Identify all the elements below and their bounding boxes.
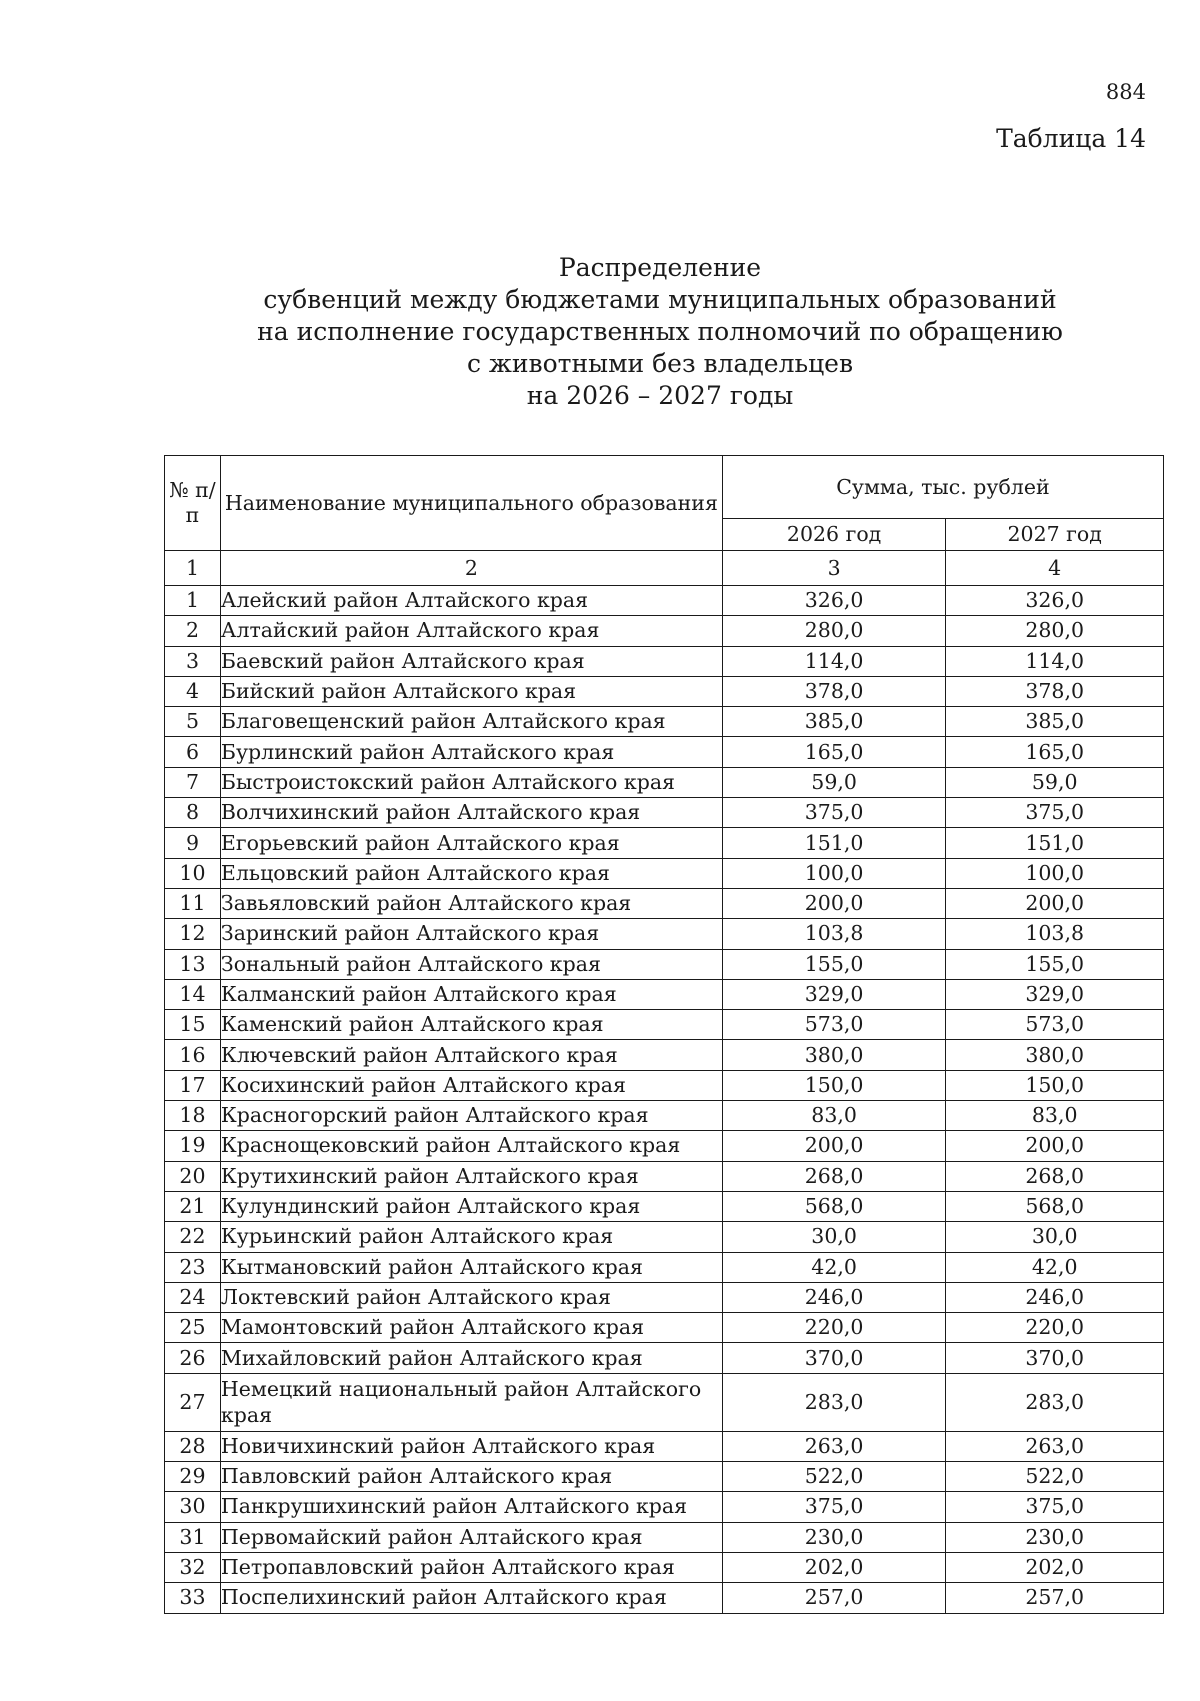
table-row [165, 1222, 1164, 1252]
amount-2027: 375,0 [946, 798, 1164, 828]
header-sum: Сумма, тыс. рублей [722, 456, 1163, 519]
table-row [165, 1373, 1164, 1431]
amount-2027: 385,0 [946, 707, 1164, 737]
row-number: 23 [165, 1252, 221, 1282]
municipality-name: Красногорский район Алтайского края [220, 1101, 722, 1131]
title-line: Распределение [558, 253, 762, 282]
amount-2026: 385,0 [722, 707, 946, 737]
municipality-name: Егорьевский район Алтайского края [220, 828, 722, 858]
table-row [165, 1131, 1164, 1161]
table-row [165, 616, 1164, 646]
municipality-name: Волчихинский район Алтайского края [220, 798, 722, 828]
table-row [165, 979, 1164, 1009]
table-row [165, 1583, 1164, 1613]
header-number: № п/п [165, 456, 221, 551]
municipality-name: Крутихинский район Алтайского края [220, 1161, 722, 1191]
row-number: 3 [165, 646, 221, 676]
amount-2027: 263,0 [946, 1431, 1164, 1461]
amount-2026: 114,0 [722, 646, 946, 676]
municipality-name: Кытмановский район Алтайского края [220, 1252, 722, 1282]
municipality-name: Михайловский район Алтайского края [220, 1343, 722, 1373]
table-row [165, 707, 1164, 737]
table-row [165, 676, 1164, 706]
amount-2027: 220,0 [946, 1313, 1164, 1343]
table-row [165, 1431, 1164, 1461]
municipality-name: Мамонтовский район Алтайского края [220, 1313, 722, 1343]
row-number: 21 [165, 1191, 221, 1221]
row-number: 7 [165, 767, 221, 797]
amount-2026: 150,0 [722, 1070, 946, 1100]
amount-2026: 378,0 [722, 676, 946, 706]
amount-2027: 200,0 [946, 1131, 1164, 1161]
amount-2026: 370,0 [722, 1343, 946, 1373]
municipality-name: Бурлинский район Алтайского края [220, 737, 722, 767]
row-number: 29 [165, 1462, 221, 1492]
amount-2027: 202,0 [946, 1552, 1164, 1582]
row-number: 28 [165, 1431, 221, 1461]
amount-2027: 83,0 [946, 1101, 1164, 1131]
amount-2026: 375,0 [722, 798, 946, 828]
table-row [165, 919, 1164, 949]
amount-2027: 59,0 [946, 767, 1164, 797]
page-number: 884 [1105, 80, 1146, 104]
amount-2027: 257,0 [946, 1583, 1164, 1613]
table-row [165, 1040, 1164, 1070]
amount-2026: 42,0 [722, 1252, 946, 1282]
municipality-name: Косихинский район Алтайского края [220, 1070, 722, 1100]
table-row [165, 1343, 1164, 1373]
municipality-name: Быстроистокский район Алтайского края [220, 767, 722, 797]
header-year-2027: 2027 год [946, 519, 1164, 551]
table-row [165, 1191, 1164, 1221]
column-number: 3 [722, 551, 946, 586]
amount-2027: 280,0 [946, 616, 1164, 646]
amount-2026: 165,0 [722, 737, 946, 767]
table-row [165, 1282, 1164, 1312]
title-line: на исполнение государственных полномочий по обращению [257, 317, 1063, 346]
title-line: с животными без владельцев [466, 349, 854, 378]
title-line: субвенций между бюджетами муниципальных образований [263, 285, 1057, 314]
column-number: 1 [165, 551, 221, 586]
amount-2027: 568,0 [946, 1191, 1164, 1221]
row-number: 10 [165, 858, 221, 888]
amount-2026: 30,0 [722, 1222, 946, 1252]
amount-2027: 200,0 [946, 888, 1164, 918]
table-row [165, 737, 1164, 767]
municipality-name: Краснощековский район Алтайского края [220, 1131, 722, 1161]
row-number: 13 [165, 949, 221, 979]
column-number-row [165, 551, 1164, 586]
amount-2026: 83,0 [722, 1101, 946, 1131]
amount-2026: 100,0 [722, 858, 946, 888]
row-number: 16 [165, 1040, 221, 1070]
amount-2026: 246,0 [722, 1282, 946, 1312]
table-row [165, 858, 1164, 888]
table-row [165, 1462, 1164, 1492]
amount-2026: 59,0 [722, 767, 946, 797]
amount-2027: 103,8 [946, 919, 1164, 949]
table-row [165, 1552, 1164, 1582]
row-number: 11 [165, 888, 221, 918]
amount-2026: 568,0 [722, 1191, 946, 1221]
row-number: 26 [165, 1343, 221, 1373]
amount-2027: 30,0 [946, 1222, 1164, 1252]
municipality-name: Локтевский район Алтайского края [220, 1282, 722, 1312]
row-number: 6 [165, 737, 221, 767]
amount-2027: 165,0 [946, 737, 1164, 767]
amount-2026: 200,0 [722, 1131, 946, 1161]
amount-2026: 151,0 [722, 828, 946, 858]
amount-2027: 283,0 [946, 1373, 1164, 1431]
amount-2026: 257,0 [722, 1583, 946, 1613]
amount-2026: 220,0 [722, 1313, 946, 1343]
amount-2027: 522,0 [946, 1462, 1164, 1492]
amount-2027: 151,0 [946, 828, 1164, 858]
municipality-name: Бийский район Алтайского края [220, 676, 722, 706]
amount-2027: 326,0 [946, 586, 1164, 616]
table-row [165, 1313, 1164, 1343]
municipality-name: Каменский район Алтайского края [220, 1010, 722, 1040]
header-year-2026: 2026 год [722, 519, 946, 551]
column-number: 4 [946, 551, 1164, 586]
amount-2026: 103,8 [722, 919, 946, 949]
column-number: 2 [220, 551, 722, 586]
municipality-name: Благовещенский район Алтайского края [220, 707, 722, 737]
row-number: 14 [165, 979, 221, 1009]
municipality-name: Завьяловский район Алтайского края [220, 888, 722, 918]
municipality-name: Заринский район Алтайского края [220, 919, 722, 949]
table-row [165, 767, 1164, 797]
table-label: Таблица 14 [996, 124, 1146, 153]
table-row [165, 1010, 1164, 1040]
amount-2027: 246,0 [946, 1282, 1164, 1312]
municipality-name: Первомайский район Алтайского края [220, 1522, 722, 1552]
row-number: 5 [165, 707, 221, 737]
table-row [165, 1522, 1164, 1552]
amount-2027: 370,0 [946, 1343, 1164, 1373]
amount-2026: 200,0 [722, 888, 946, 918]
municipality-name: Баевский район Алтайского края [220, 646, 722, 676]
row-number: 22 [165, 1222, 221, 1252]
amount-2027: 230,0 [946, 1522, 1164, 1552]
row-number: 33 [165, 1583, 221, 1613]
municipality-name: Петропавловский район Алтайского края [220, 1552, 722, 1582]
row-number: 15 [165, 1010, 221, 1040]
amount-2026: 326,0 [722, 586, 946, 616]
row-number: 9 [165, 828, 221, 858]
row-number: 19 [165, 1131, 221, 1161]
municipality-name: Кулундинский район Алтайского края [220, 1191, 722, 1221]
table-row [165, 586, 1164, 616]
row-number: 2 [165, 616, 221, 646]
amount-2027: 268,0 [946, 1161, 1164, 1191]
amount-2027: 42,0 [946, 1252, 1164, 1282]
amount-2026: 283,0 [722, 1373, 946, 1431]
table-row [165, 888, 1164, 918]
amount-2027: 375,0 [946, 1492, 1164, 1522]
municipality-name: Алтайский район Алтайского края [220, 616, 722, 646]
municipality-name: Курьинский район Алтайского края [220, 1222, 722, 1252]
row-number: 8 [165, 798, 221, 828]
amount-2026: 268,0 [722, 1161, 946, 1191]
amount-2027: 380,0 [946, 1040, 1164, 1070]
table-row [165, 646, 1164, 676]
table-row [165, 828, 1164, 858]
table-body [165, 586, 1164, 1614]
municipality-name: Павловский район Алтайского края [220, 1462, 722, 1492]
amount-2026: 522,0 [722, 1462, 946, 1492]
table-row [165, 1101, 1164, 1131]
amount-2026: 155,0 [722, 949, 946, 979]
amount-2027: 155,0 [946, 949, 1164, 979]
row-number: 4 [165, 676, 221, 706]
table-row [165, 1252, 1164, 1282]
row-number: 12 [165, 919, 221, 949]
amount-2026: 230,0 [722, 1522, 946, 1552]
amount-2027: 114,0 [946, 646, 1164, 676]
table-row [165, 1161, 1164, 1191]
row-number: 27 [165, 1373, 221, 1431]
amount-2026: 280,0 [722, 616, 946, 646]
municipality-name: Алейский район Алтайского края [220, 586, 722, 616]
amount-2026: 329,0 [722, 979, 946, 1009]
table-row [165, 1070, 1164, 1100]
table-row [165, 949, 1164, 979]
amount-2026: 202,0 [722, 1552, 946, 1582]
amount-2026: 263,0 [722, 1431, 946, 1461]
row-number: 31 [165, 1522, 221, 1552]
municipality-name: Ельцовский район Алтайского края [220, 858, 722, 888]
header-name: Наименование муниципального образования [220, 456, 722, 551]
row-number: 17 [165, 1070, 221, 1100]
amount-2026: 380,0 [722, 1040, 946, 1070]
row-number: 32 [165, 1552, 221, 1582]
row-number: 25 [165, 1313, 221, 1343]
document-title [210, 252, 1110, 412]
table-row [165, 798, 1164, 828]
municipality-name: Калманский район Алтайского края [220, 979, 722, 1009]
municipality-name: Ключевский район Алтайского края [220, 1040, 722, 1070]
amount-2027: 100,0 [946, 858, 1164, 888]
title-line: на 2026 – 2027 годы [526, 381, 794, 410]
row-number: 18 [165, 1101, 221, 1131]
municipality-name: Панкрушихинский район Алтайского края [220, 1492, 722, 1522]
amount-2027: 329,0 [946, 979, 1164, 1009]
row-number: 30 [165, 1492, 221, 1522]
municipality-name: Зональный район Алтайского края [220, 949, 722, 979]
amount-2026: 375,0 [722, 1492, 946, 1522]
row-number: 1 [165, 586, 221, 616]
amount-2026: 573,0 [722, 1010, 946, 1040]
row-number: 24 [165, 1282, 221, 1312]
amount-2027: 150,0 [946, 1070, 1164, 1100]
table-row [165, 1492, 1164, 1522]
municipality-name: Новичихинский район Алтайского края [220, 1431, 722, 1461]
municipality-name: Поспелихинский район Алтайского края [220, 1583, 722, 1613]
row-number: 20 [165, 1161, 221, 1191]
amount-2027: 573,0 [946, 1010, 1164, 1040]
municipality-name: Немецкий национальный район Алтайского края [220, 1373, 722, 1431]
distribution-table [164, 455, 1164, 1614]
amount-2027: 378,0 [946, 676, 1164, 706]
